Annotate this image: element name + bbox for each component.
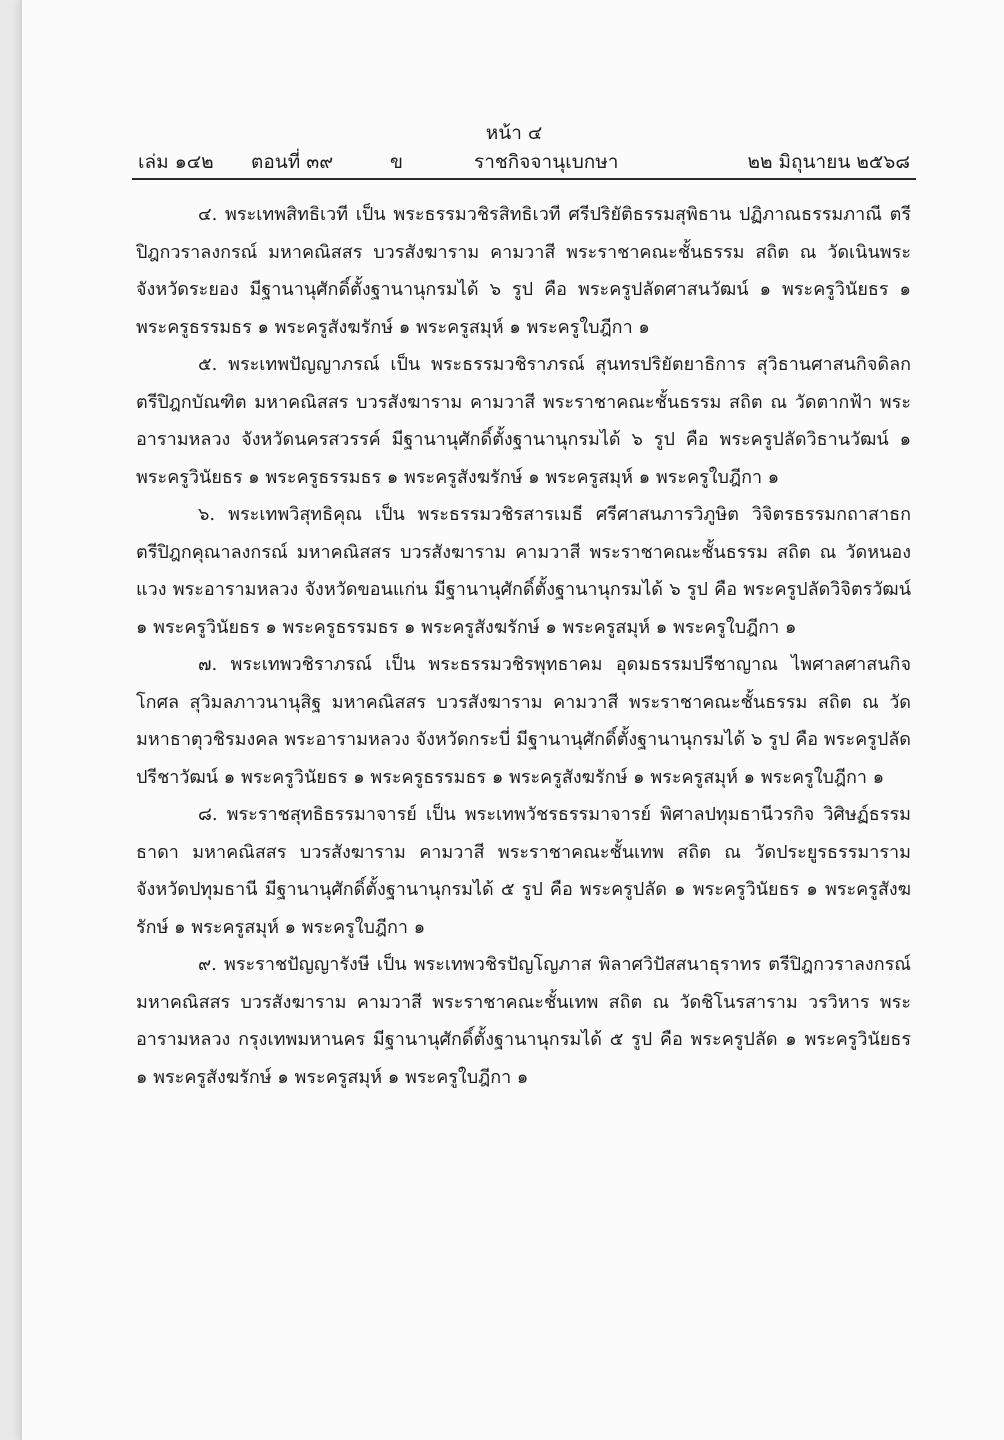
paragraph-item-5: ๕. พระเทพปัญญาภรณ์ เป็น พระธรรมวชิราภรณ์ สุนทรปริยัตยาธิการ สุวิธานศาสนกิจดิลก ตรีปิฎกบัณฑิต มหาคณิสสร บวรสังฆาราม คามวาสี พระราชาคณะชั้นธรรม สถิต ณ วัดตากฟ้า พระอารามหลวง จังหวัดนครสวรรค์ มีฐานานุศักดิ์ตั้งฐานานุกรมได้ ๖ รูป คือ พระครูปลัดวิธานวัฒน์ ๑ พระครูวินัยธร ๑ พระครูธรรมธร ๑ พระครูสังฆรักษ์ ๑ พระครูสมุห์ ๑ พระครูใบฎีกา ๑ bbox=[136, 354, 911, 488]
issue-date: ๒๒ มิถุนายน ๒๕๖๘ bbox=[747, 151, 910, 173]
paragraph-item-8: ๘. พระราชสุทธิธรรมาจารย์ เป็น พระเทพวัชรธรรมาจารย์ พิศาลปทุมธานีวรกิจ วิศิษฏ์ธรรมธาดา มหาคณิสสร บวรสังฆาราม คามวาสี พระราชาคณะชั้นเทพ สถิต ณ วัดประยูรธรรมาราม จังหวัดปทุมธานี มีฐานานุศักดิ์ตั้งฐานานุกรมได้ ๕ รูป คือ พระครูปลัด ๑ พระครูวินัยธร ๑ พระครูสังฆรักษ์ ๑ พระครูสมุห์ ๑ พระครูใบฎีกา ๑ bbox=[136, 804, 911, 938]
document-page bbox=[20, 0, 1004, 1440]
paragraph-item-4: ๔. พระเทพสิทธิเวที เป็น พระธรรมวชิรสิทธิเวที ศรีปริยัติธรรมสุพิธาน ปฏิภาณธรรมภาณี ตรีปิฎกวราลงกรณ์ มหาคณิสสร บวรสังฆาราม คามวาสี พระราชาคณะชั้นธรรม สถิต ณ วัดเนินพระ จังหวัดระยอง มีฐานานุศักดิ์ตั้งฐานานุกรมได้ ๖ รูป คือ พระครูปลัดศาสนวัฒน์ ๑ พระครูวินัยธร ๑ พระครูธรรมธร ๑ พระครูสังฆรักษ์ ๑ พระครูสมุห์ ๑ พระครูใบฎีกา ๑ bbox=[136, 204, 911, 338]
document-body bbox=[136, 196, 911, 1096]
header-divider bbox=[132, 178, 916, 180]
gazette-name: ราชกิจจานุเบกษา bbox=[474, 151, 619, 173]
page-number: หน้า ๔ bbox=[485, 122, 543, 144]
section-label: ข bbox=[390, 151, 403, 173]
volume-label: เล่ม ๑๔๒ bbox=[138, 151, 214, 173]
paragraph-item-9: ๙. พระราชปัญญารังษี เป็น พระเทพวชิรปัญโญภาส พิลาศวิปัสสนาธุราทร ตรีปิฎกวราลงกรณ์ มหาคณิสสร บวรสังฆาราม คามวาสี พระราชาคณะชั้นเทพ สถิต ณ วัดชิโนรสาราม วรวิหาร พระอารามหลวง กรุงเทพมหานคร มีฐานานุศักดิ์ตั้งฐานานุกรมได้ ๕ รูป คือ พระครูปลัด ๑ พระครูวินัยธร ๑ พระครูสังฆรักษ์ ๑ พระครูสมุห์ ๑ พระครูใบฎีกา ๑ bbox=[136, 954, 911, 1088]
gazette-header bbox=[132, 147, 916, 177]
paragraph-item-7: ๗. พระเทพวชิราภรณ์ เป็น พระธรรมวชิรพุทธาคม อุดมธรรมปรีชาญาณ ไพศาลศาสนกิจโกศล สุวิมลภาวนานุสิฐ มหาคณิสสร บวรสังฆาราม คามวาสี พระราชาคณะชั้นธรรม สถิต ณ วัดมหาธาตุวชิรมงคล พระอารามหลวง จังหวัดกระบี่ มีฐานานุศักดิ์ตั้งฐานานุกรมได้ ๖ รูป คือ พระครูปลัดปรีชาวัฒน์ ๑ พระครูวินัยธร ๑ พระครูธรรมธร ๑ พระครูสังฆรักษ์ ๑ พระครูสมุห์ ๑ พระครูใบฎีกา ๑ bbox=[136, 654, 911, 788]
paragraph-item-6: ๖. พระเทพวิสุทธิคุณ เป็น พระธรรมวชิรสารเมธี ศรีศาสนภารวิภูษิต วิจิตรธรรมกถาสาธก ตรีปิฎกคุณาลงกรณ์ มหาคณิสสร บวรสังฆาราม คามวาสี พระราชาคณะชั้นธรรม สถิต ณ วัดหนองแวง พระอารามหลวง จังหวัดขอนแก่น มีฐานานุศักดิ์ตั้งฐานานุกรมได้ ๖ รูป คือ พระครูปลัดวิจิตรวัฒน์ ๑ พระครูวินัยธร ๑ พระครูธรรมธร ๑ พระครูสังฆรักษ์ ๑ พระครูสมุห์ ๑ พระครูใบฎีกา ๑ bbox=[136, 504, 911, 638]
issue-label: ตอนที่ ๓๙ bbox=[251, 151, 334, 173]
